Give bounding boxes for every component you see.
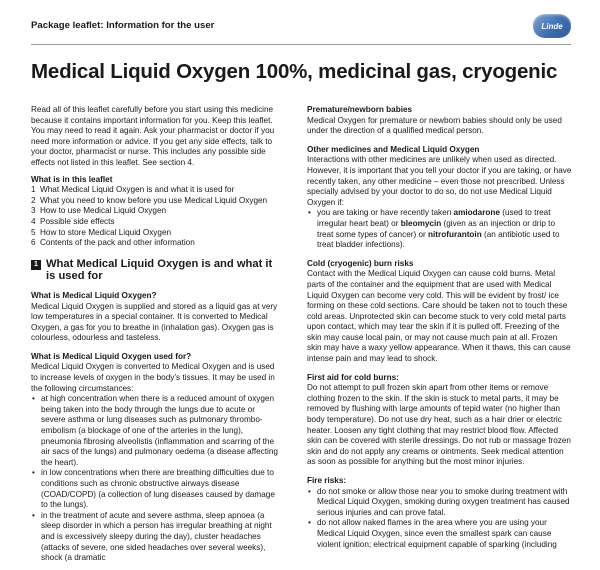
other-medicines-paragraph: Interactions with other medicines are unlikely when used as directed. However, it is important that you tell your doctor if you are taking, or have recently taken, any other medicine – even those not prescribed. Unless specially advised by your doctor to do so, do not use Medical Liquid Oxygen if: xyxy=(307,155,572,207)
list-item: • in the treatment of acute and severe asthma, sleep apnoea (a sleep disorder in which a person has irregular breathing at night and is excessively sleepy during the day), cluster headaches (attacks of severe, one sided headaches over several weeks), shock (a dramatic xyxy=(31,511,281,564)
page-title: Medical Liquid Oxygen 100%, medicinal gas, cryogenic xyxy=(31,60,558,83)
toc-item: 5 How to store Medical Liquid Oxygen xyxy=(31,227,172,237)
section-title: What Medical Liquid Oxygen is and what it is used for xyxy=(46,257,273,283)
premature-paragraph: Medical Oxygen for premature or newborn babies should only be used under the direction of a qualified medical person. xyxy=(307,115,562,136)
toc-item: 2 What you need to know before you use Medical Liquid Oxygen xyxy=(31,195,268,205)
first-aid-paragraph: Do not attempt to pull frozen skin apart from other items or remove clothing frozen to the skin. If the skin is stuck to metal parts, it may be removed by flushing with large amounts of tepid water (no higher than body temperature). Do not use dry heat, such as a hair drier or electric heater. Loosen any tight clothing that may restrict blood flow. Affected skin can be covered with sterile dressings. Do not rub or massage frozen skin and do not apply any creams or ointments. Seek medical attention as soon as possible for anything but the most minor injuries. xyxy=(307,383,571,467)
subheading-other-medicines: Other medicines and Medical Liquid Oxygen xyxy=(307,144,480,154)
toc-title: What is in this leaflet xyxy=(31,174,113,184)
subheading-premature: Premature/newborn babies xyxy=(307,105,413,114)
section-number-badge: 1 xyxy=(31,260,41,270)
list-item: • do not smoke or allow those near you to smoke during treatment with Medical Liquid Oxygen, smoking during oxygen treatment has caused serious injuries and can prove fatal. xyxy=(307,487,573,519)
header-bar xyxy=(31,14,571,40)
list-item: • at high concentration when there is a reduced amount of oxygen being taken into the body through the lungs due to acute or severe asthma or lung diseases such as pulmonary thrombo-embolism (a blockage of one of the arteries in the lung), pneumonia fibrosing alveolistis (inflammation and scarring of the air sacs of the lungs) and pulmonary oedema (a disease affecting the heart). xyxy=(31,394,281,468)
leaflet-label: Package leaflet: Information for the user xyxy=(31,20,215,31)
section-1-heading xyxy=(31,258,281,283)
toc-list xyxy=(31,185,281,249)
what-is-paragraph: Medical Liquid Oxygen is supplied and stored as a liquid gas at very low temperatures in a special container. It is converted to Medical Oxygen, a gas for you to breathe in (inhalation gas). Oxygen gas is colourless, odourless and tasteless. xyxy=(31,301,278,343)
list-item: • you are taking or have recently taken amiodarone (used to treat irregular heart beat) or bleomycin (given as an injection or drip to treat some types of cancer) or nitrofurantoin (an antibiotic used to treat bladder infections). xyxy=(307,208,573,250)
list-item: • do not allow naked flames in the area where you are using your Medical Liquid Oxygen, since even the smallest spark can cause violent ignition; electrical equipment capable of sparking (including xyxy=(307,518,573,550)
toc-item: 6 Contents of the pack and other information xyxy=(31,238,195,248)
subheading-what-is: What is Medical Liquid Oxygen? xyxy=(31,290,157,300)
right-column xyxy=(307,105,573,556)
toc-item: 1 What Medical Liquid Oxygen is and what it is used for xyxy=(31,185,235,195)
cold-burns-paragraph: Contact with the Medical Liquid Oxygen can cause cold burns. Metal parts of the container and the equipment that are used with Medical Liquid Oxygen can become very cold. This will be evident by frost/ ice forming on these cold sections. Care should be taken not to touch these cold areas. Unprotected skin can become stuck to very cold metal parts upon contact, which may tear the skin if it is pulled off. Freezing of the skin may cause local pain, or may not cause much pain at all. Frozen skin may have a waxy yellow appearance. When it thaws, this can cause intense pain and may lead to shock. xyxy=(307,269,571,364)
linde-logo-icon: Linde xyxy=(533,14,571,38)
toc-item: 4 Possible side effects xyxy=(31,216,115,226)
subheading-first-aid: First aid for cold burns: xyxy=(307,372,399,382)
subheading-used-for: What is Medical Liquid Oxygen used for? xyxy=(31,351,192,361)
list-item: • in low concentrations when there are breathing difficulties due to conditions such as chronic obstructive airways disease (COAD/COPD) (a collection of lung diseases caused by damage to the lungs). xyxy=(31,468,281,510)
fire-risks-list xyxy=(307,487,573,551)
subheading-cold-burns: Cold (cryogenic) burn risks xyxy=(307,258,414,268)
intro-paragraph: Read all of this leaflet carefully before you start using this medicine because it contains important information for you. Keep this leaflet. You may need to read it again. Ask your pharmacist or doctor if you need more information or advice. If you get any side effects, talk to your doctor, pharmacist or nurse. This includes any possible side effects not listed in this leaflet. See section 4. xyxy=(31,105,275,167)
used-for-paragraph: Medical Liquid Oxygen is converted to Medical Oxygen and is used to increase levels of oxygen in the body’s tissues. It may be used in the following circumstances: xyxy=(31,362,275,393)
subheading-fire-risks: Fire risks: xyxy=(307,476,347,485)
other-medicines-list xyxy=(307,208,573,250)
left-column xyxy=(31,105,281,570)
toc-item: 3 How to use Medical Liquid Oxygen xyxy=(31,206,167,216)
header-divider xyxy=(31,44,571,45)
used-for-list xyxy=(31,394,281,564)
